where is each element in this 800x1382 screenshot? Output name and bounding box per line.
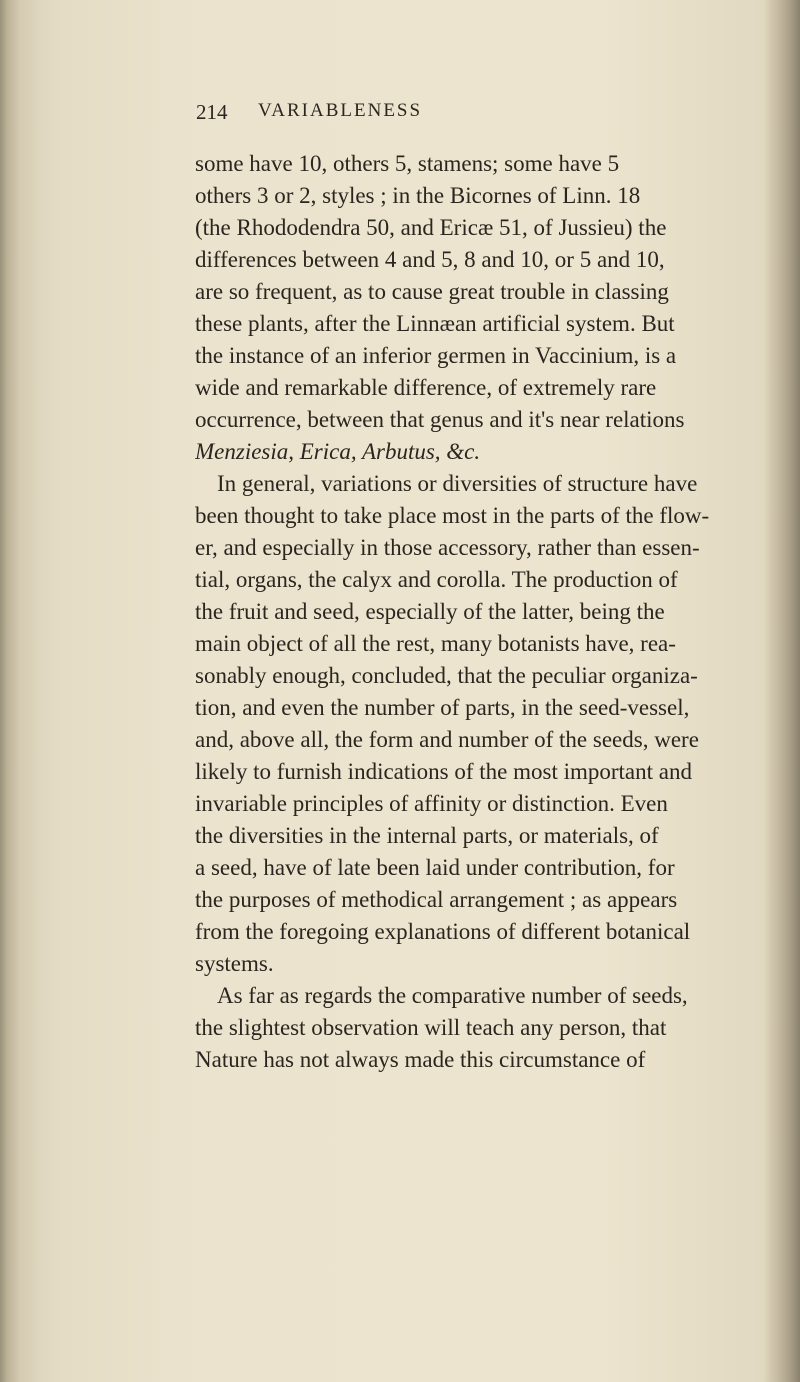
text-line: the instance of an inferior germen in Vaccinium, is a	[195, 343, 677, 368]
text-line: systems.	[195, 951, 274, 976]
text-line: occurrence, between that genus and it's near relations	[195, 407, 685, 432]
text-line: the fruit and seed, especially of the latter, being the	[195, 599, 665, 624]
page-number: 214	[196, 100, 228, 124]
text-line: sonably enough, concluded, that the peculiar organiza-	[195, 663, 698, 688]
paragraph-start-line: In general, variations or diversities of structure have	[217, 471, 698, 496]
page-gutter-left	[0, 0, 40, 1382]
text-line: been thought to take place most in the parts of the flow-	[195, 503, 710, 528]
text-line: some have 10, others 5, stamens; some have 5	[195, 151, 620, 176]
text-line: Menziesia, Erica, Arbutus, &c.	[195, 439, 481, 464]
text-line: (the Rhododendra 50, and Ericæ 51, of Jussieu) the	[195, 215, 667, 240]
text-line: likely to furnish indications of the most important and	[195, 759, 692, 784]
text-line: wide and remarkable difference, of extremely rare	[195, 375, 657, 400]
text-line: main object of all the rest, many botanists have, rea-	[195, 631, 676, 656]
page-edge-right	[764, 0, 800, 1382]
text-line: are so frequent, as to cause great trouble in classing	[195, 279, 669, 304]
text-line: Nature has not always made this circumstance of	[195, 1047, 646, 1072]
text-line: tial, organs, the calyx and corolla. The production of	[195, 567, 678, 592]
text-line: and, above all, the form and number of the seeds, were	[195, 727, 699, 752]
text-line: a seed, have of late been laid under contribution, for	[195, 855, 675, 880]
paragraph-start-line: As far as regards the comparative number of seeds,	[217, 983, 688, 1008]
text-line: from the foregoing explanations of different botanical	[195, 919, 691, 944]
text-line: invariable principles of affinity or distinction. Even	[195, 791, 668, 816]
text-line: er, and especially in those accessory, rather than essen-	[195, 535, 700, 560]
text-line: differences between 4 and 5, 8 and 10, or 5 and 10,	[195, 247, 665, 272]
text-line: the diversities in the internal parts, or materials, of	[195, 823, 659, 848]
text-line: the purposes of methodical arrangement ; as appears	[195, 887, 678, 912]
page-header	[196, 100, 616, 130]
text-line: the slightest observation will teach any person, that	[195, 1015, 667, 1040]
running-head: VARIABLENESS	[258, 100, 423, 121]
text-line: these plants, after the Linnæan artificial system. But	[195, 311, 675, 336]
text-line: others 3 or 2, styles ; in the Bicornes of Linn. 18	[195, 183, 641, 208]
text-line: tion, and even the number of parts, in the seed-vessel,	[195, 695, 690, 720]
